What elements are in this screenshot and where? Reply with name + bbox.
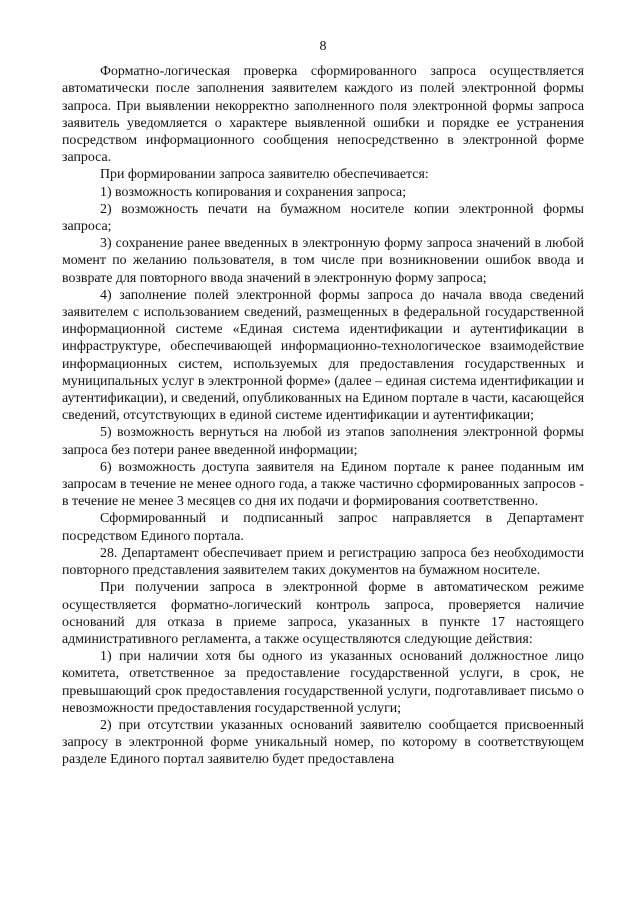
list-item: 6) возможность доступа заявителя на Едином портале к ранее поданным им запросам в течение не менее одного года, а также частично сформированных запросов - в течение не менее 3 месяцев со дня их подачи и формирования соответственно. [62, 459, 584, 510]
page-number: 8 [319, 39, 327, 54]
paragraph: При получении запроса в электронной форме в автоматическом режиме осуществляется форматно-логический контроль запроса, проверяется наличие оснований для отказа в приеме запроса, указанных в пункте 17 настоящего административного регламента, а также осуществляются следующие действия: [62, 580, 584, 647]
paragraph: Сформированный и подписанный запрос направляется в Департамент посредством Единого портала. [62, 511, 584, 544]
paragraph: При формировании запроса заявителю обеспечивается: [100, 167, 429, 183]
list-item: 3) сохранение ранее введенных в электронную форму запроса значений в любой момент по желанию пользователя, в том числе при возникновении ошибок ввода и возврате для повторного ввода значений в электронную форму запроса; [62, 236, 584, 286]
list-item: 2) возможность печати на бумажном носителе копии электронной формы запроса; [62, 201, 584, 235]
list-item: 4) заполнение полей электронной формы запроса до начала ввода сведений заявителем с использованием сведений, размещенных в федеральной государственной информационной системе «Единая система идентификации и аутентификации в инфраструктуре, обеспечивающей информационно-технологическое взаимодействие информационных систем, используемых для предоставления государственных и муниципальных услуг в электронной форме» (далее – единая система идентификации и аутентификации), и сведений, опубликованных на Едином портале в части, касающейся сведений, отсутствующих в единой системе идентификации и аутентификации; [62, 287, 584, 424]
list-item: 5) возможность вернуться на любой из этапов заполнения электронной формы запроса без потери ранее введенной информации; [62, 425, 584, 458]
list-item: 2) при отсутствии указанных оснований заявителю сообщается присвоенный запросу в электронной форме уникальный номер, по которому в соответствующем разделе Единого портал заявителю будет предоставлена [62, 717, 584, 768]
section-paragraph: 28. Департамент обеспечивает прием и регистрацию запроса без необходимости повторного представления заявителем таких документов на бумажном носителе. [62, 545, 584, 579]
list-item: 1) возможность копирования и сохранения запроса; [100, 184, 407, 200]
paragraph: Форматно-логическая проверка сформированного запроса осуществляется автоматически после заполнения заявителем каждого из полей электронной формы запроса. При выявлении некорректно заполненного поля электронной формы запроса заявитель уведомляется о характере выявленной ошибки и порядке ее устранения посредством информационного сообщения непосредственно в электронной форме запроса. [62, 64, 584, 166]
list-item: 1) при наличии хотя бы одного из указанных оснований должностное лицо комитета, ответственное за предоставление государственной услуги, в срок, не превышающий срок предоставления государственной услуги, подготавливает письмо о невозможности предоставления государственной услуги; [62, 649, 584, 716]
